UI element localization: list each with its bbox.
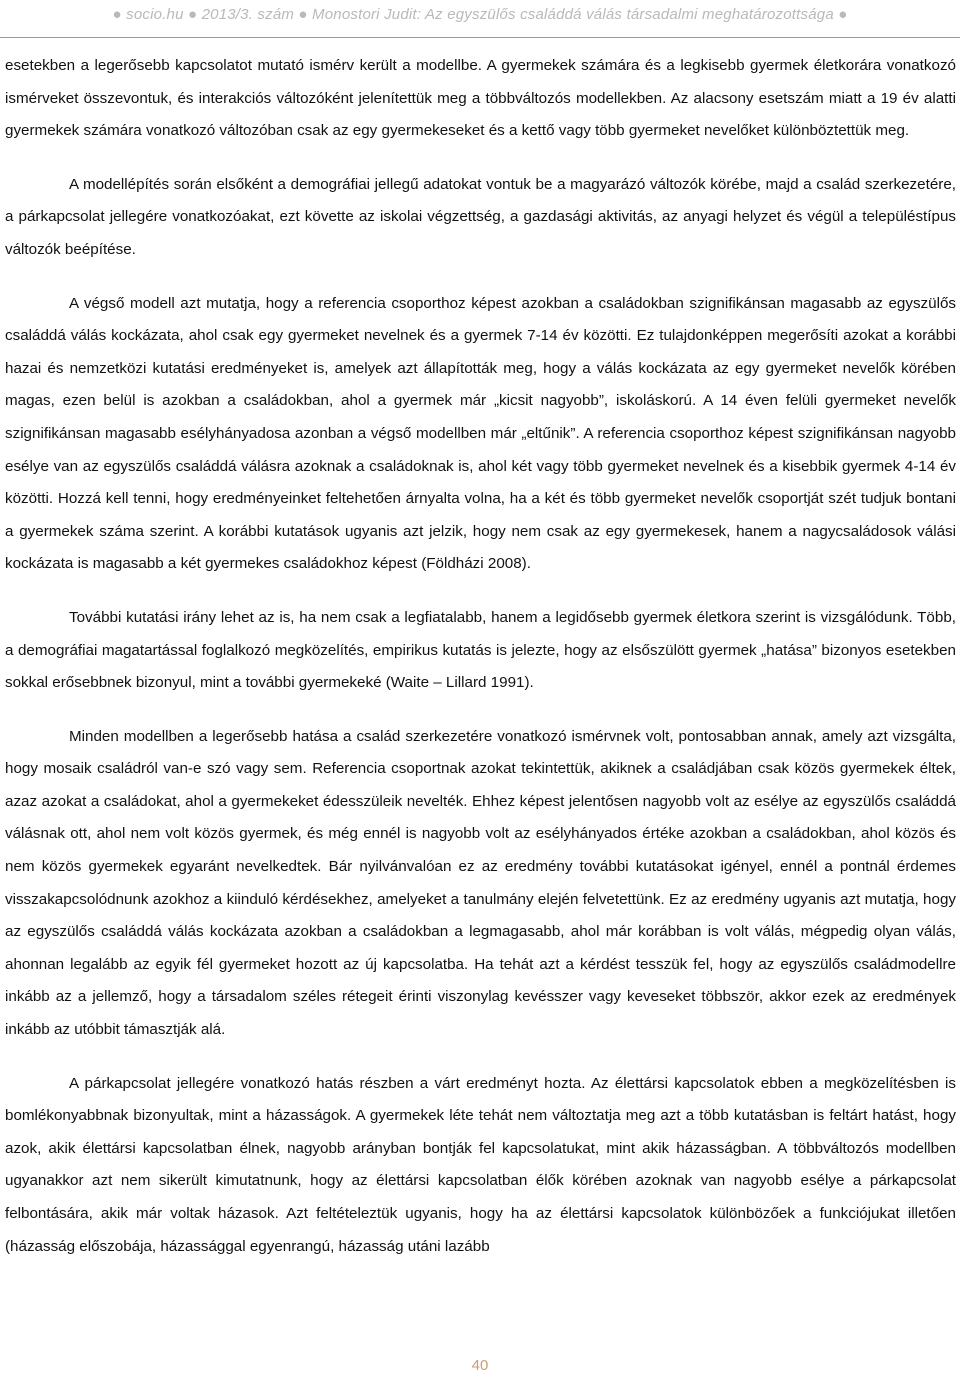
paragraph: A modellépítés során elsőként a demográfiai jellegű adatokat vontuk be a magyarázó változók körébe, majd a család szerkezetére, a párkapcsolat jellegére vonatkozóakat, ezt követte az iskolai végzettség, a gazdasági aktivitás, az anyagi helyzet és végül a településtípus változók beépítése. [5,175,956,258]
paragraph: esetekben a legerősebb kapcsolatot mutató ismérv került a modellbe. A gyermekek számára és a legkisebb gyermek életkorára vonatkozó ismérveket összevontuk, és interakciós változóként jelenítettük meg a többváltozós modellekben. Az alacsony esetszám miatt a 19 év alatti gyermekek számára vonatkozó változóban csak az egy gyermekeseket és a kettő vagy több gyermeket nevelőket különböztettük meg. [5,57,956,140]
paragraph: További kutatási irány lehet az is, ha nem csak a legfiatalabb, hanem a legidősebb gyermek életkora szerint is vizsgálódunk. Több, a demográfiai magatartással foglalkozó megközelítés, empirikus kutatás is jelezte, hogy az elsőszülött gyermek „hatása” bizonyos esetekben sokkal erősebbnek bizonyul, mint a további gyermekeké (Waite – Lillard 1991). [5,608,956,692]
paragraph: A végső modell azt mutatja, hogy a referencia csoporthoz képest azokban a családokban szignifikánsan magasabb az egyszülős családdá válás kockázata, ahol csak egy gyermeket nevelnek és a gyermek 7-14 év közötti. Ez tulajdonképpen megerősíti azokat a korábbi hazai és nemzetközi kutatási eredményeket is, amelyek azt állapították meg, hogy a válás kockázata az egy gyermeket nevelők körében magas, ezen belül is azokban a családokban, ahol a gyermek már „kicsit nagyobb”, iskoláskorú. A 14 éven felüli gyermeket nevelők szignifikánsan magasabb esélyhányadosa azonban a végső modellben már „eltűnik”. A referencia csoporthoz képest szignifikánsan nagyobb esélye van az egyszülős családdá válásra azoknak a családoknak is, ahol két vagy több gyermeket nevelnek és a kisebbik gyermek 4-14 év közötti. Hozzá kell tenni, hogy eredményeinket feltehetően árnyalta volna, ha a két és több gyermeket nevelők csoportját szét tudjuk bontani a gyermekek száma szerint. A korábbi kutatások ugyanis azt jelzik, hogy nem csak az egy gyermekesek, hanem a nagycsaládosok válási kockázata is magasabb a két gyermekes családokhoz képest (Földházi 2008). [5,294,956,573]
header-divider [0,37,960,38]
page-number: 40 [471,1357,489,1374]
running-head: ● socio.hu ● 2013/3. szám ● Monostori Judit: Az egyszülős családdá válás társadalmi meghatározottsága ● [112,6,848,23]
page-header [0,0,960,42]
paragraph: A párkapcsolat jellegére vonatkozó hatás részben a várt eredményt hozta. Az élettársi kapcsolatok ebben a megközelítésben is bomlékonyabbnak bizonyultak, mint a házasságok. A gyermekek léte tehát nem változtatja meg azt a több kutatásban is feltárt hatást, hogy azok, akik élettársi kapcsolatban élnek, nagyobb arányban bontják fel kapcsolatukat, mint akik házasságban. A többváltozós modellben ugyanakkor azt nem sikerült kimutatnunk, hogy az élettársi kapcsolatban élők körében azoknak van nagyobb esélye a párkapcsolat felbontására, akik már voltak házasok. Azt feltételeztük ugyanis, hogy ha az élettársi kapcsolatok különbözőek a funkciójukat illetően (házasság előszobája, házassággal egyenrangú, házasság utáni lazább [5,1074,956,1255]
article-body [5,50,956,1284]
paragraph: Minden modellben a legerősebb hatása a család szerkezetére vonatkozó ismérvnek volt, pontosabban annak, amely azt vizsgálta, hogy mosaik családról van-e szó vagy sem. Referencia csoportnak azokat tekintettük, akiknek a családjában csak közös gyermekek éltek, azaz azokat a családokat, ahol a gyermekeket édesszüleik nevelték. Ehhez képest jelentősen nagyobb volt az esélye az egyszülős családdá válásnak ott, ahol nem volt közös gyermek, és még ennél is nagyobb volt az esélyhányados értéke azokban a családokban, ahol közös és nem közös gyermekek egyaránt nevelkedtek. Bár nyilvánvalóan ez az eredmény további kutatásokat igényel, ennél a pontnál érdemes visszakapcsolódnunk azokhoz a kiinduló kérdésekhez, amelyeket a tanulmány elején felvetettünk. Ez az eredmény ugyanis azt mutatja, hogy az egyszülős családdá válás kockázata azokban a családokban a legmagasabb, ahol már korábban is volt válás, mégpedig olyan válás, ahonnan legalább az egyik fél gyermeket hozott az új kapcsolatba. Ha tehát azt a kérdést tesszük fel, hogy az egyszülős családmodellre inkább az a jellemző, hogy a társadalom széles rétegeit érinti viszonylag kevésszer vagy keveseket többször, akkor ezek az eredmények inkább az utóbbit támasztják alá. [5,727,956,1039]
